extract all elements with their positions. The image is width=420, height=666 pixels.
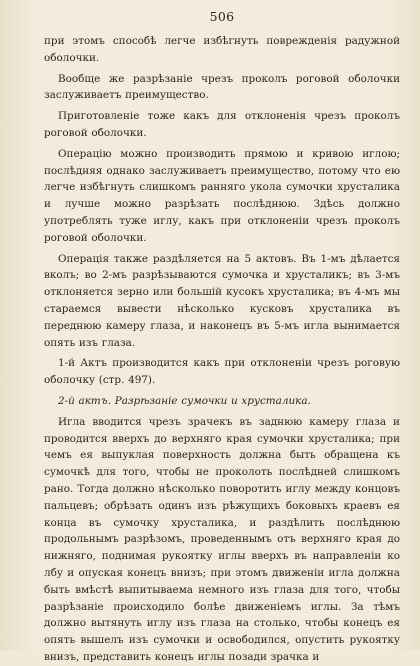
- paragraph: при этомъ способѣ легче избѣгнуть повреждeнія радужной оболочки.: [44, 35, 400, 64]
- paragraph: Операція также раздѣляется на 5 актовъ. Въ 1-мъ дѣлается вколъ; во 2-мъ разрѣзываются сумочка и хрусталикъ; въ 3-мъ отклоняется зерно или большій кусокъ хрусталика; въ 4-мъ мы стараемся вывести нѣсколько кусковъ хрусталика въ переднюю камеру глаза, и наконецъ въ 5-мъ игла вынимается опять изъ глаза.: [44, 252, 400, 349]
- section-heading: 2-й актъ. Разрѣзаніе сумочки и хрусталика.: [58, 394, 311, 407]
- paragraph: 1-й Актъ производится какъ при отклоненіи чрезъ роговую оболочку (стр. 497).: [44, 357, 400, 387]
- paragraph: Вообще же разрѣзаніе чрезъ проколъ роговой оболочки заслуживаетъ преимущество.: [44, 72, 400, 102]
- paragraph: Операцію можно производить прямою и кривою иглою; послѣдняя однако заслуживаетъ преимущество, потому что ею легче избѣгнуть слишкомъ ранняго укола сумочки хрусталика и лучше можно разрѣзать послѣднюю. Здѣсь должно употреблять туже иглу, какъ при отклоненіи чрезъ проколъ роговой оболочки.: [44, 147, 400, 244]
- page-number: 506: [209, 9, 235, 24]
- paragraph: Игла вводится чрезъ зрачекъ въ заднюю камеру глаза и проводится вверхъ до верхняго края сумочки хрусталика; при чемъ ея выпуклая поверхность должна быть обращена къ сумочкѣ для того, чтобы не проколоть послѣдней слишкомъ рано. Тогда должно нѣсколько поворотить иглу между концовъ пальцевъ; обрѣзать одинъ изъ рѣжущихъ боковыхъ краевъ ея конца въ сумочку хрусталика, и раздѣлить послѣднюю продольнымъ разрѣзомъ, проведеннымъ отъ верхняго края до нижняго, поднимая рукоятку иглы вверхъ въ направленіи ко лбу и опуская конецъ внизъ; при этомъ движеніи игла должна быть вмѣстѣ выпитываема немного изъ глаза для того, чтобы разрѣзаніе происходило болѣе движеніемъ иглы. За тѣмъ должно вытянуть иглу изъ глаза на столько, чтобы конецъ ея опять вышелъ изъ сумочки и освободился, опустить рукоятку внизъ, представить конецъ иглы позади зрачка и: [44, 415, 400, 663]
- paragraph: Приготовленіе тоже какъ для отклоненія чрезъ проколъ роговой оболочки.: [44, 110, 400, 139]
